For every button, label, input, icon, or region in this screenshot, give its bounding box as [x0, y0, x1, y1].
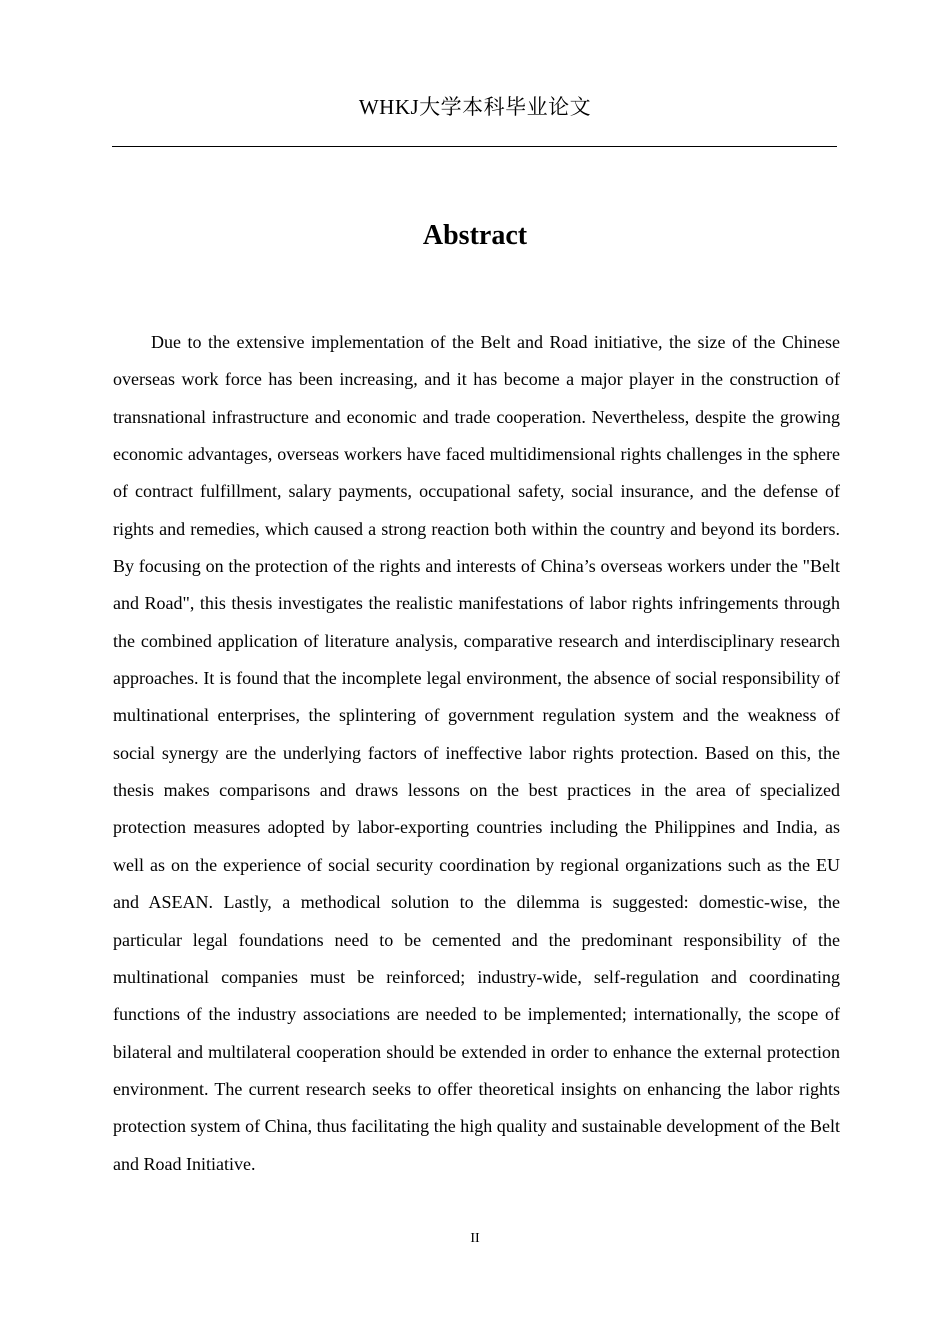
page-number: II: [470, 1231, 480, 1246]
abstract-title: Abstract: [422, 220, 528, 251]
page-header: WHKJ大学本科毕业论文: [358, 95, 592, 119]
header-divider: [112, 146, 837, 147]
abstract-paragraph: Due to the extensive implementation of the Belt and Road initiative, the size of the Chinese overseas work force has been increasing, and it has become a major player in the construction of transnational infrastructure and economic and trade cooperation. Nevertheless, despite the growing economic advantages, overseas workers have faced multidimensional rights challenges in the sphere of contract fulfillment, salary payments, occupational safety, social insurance, and the defense of rights and remedies, which caused a strong reaction both within the country and beyond its borders. By focusing on the protection of the rights and interests of China’s overseas workers under the "Belt and Road", this thesis investigates the realistic manifestations of labor rights infringements through the combined application of literature analysis, comparative research and interdisciplinary research approaches. It is found that the incomplete legal environment, the absence of social responsibility of multinational enterprises, the splintering of government regulation system and the weakness of social synergy are the underlying factors of ineffective labor rights protection. Based on this, the thesis makes comparisons and draws lessons on the best practices in the area of specialized protection measures adopted by labor-exporting countries including the Philippines and India, as well as on the experience of social security coordination by regional organizations such as the EU and ASEAN. Lastly, a methodical solution to the dilemma is suggested: domestic-wise, the particular legal foundations need to be cemented and the predominant responsibility of the multinational companies must be reinforced; industry-wide, self-regulation and coordinating functions of the industry associations are needed to be implemented; internationally, the scope of bilateral and multilateral cooperation should be extended in order to enhance the external protection environment. The current research seeks to offer theoretical insights on enhancing the labor rights protection system of China, thus facilitating the high quality and sustainable development of the Belt and Road Initiative.: [113, 332, 840, 1174]
